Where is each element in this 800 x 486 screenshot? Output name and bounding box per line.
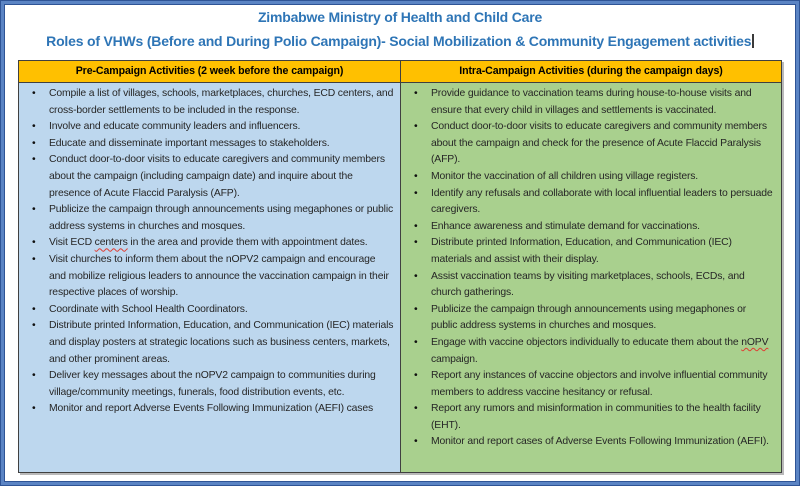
list-item: • Coordinate with School Health Coordinators. [21,302,394,319]
list-item: • Conduct door-to-door visits to educate caregivers and community members about the campaign and check for the presence of Acute Flaccid Paralysis (AFP). [403,119,775,169]
list-item: • Monitor and report cases of Adverse Events Following Immunization (AEFI). [403,434,775,451]
list-item: • Involve and educate community leaders and influencers. [21,119,394,136]
text-cursor [752,34,754,48]
list-item: • Visit ECD centers in the area and provide them with appointment dates. [21,235,394,252]
pre-campaign-header: Pre-Campaign Activities (2 week before the campaign) [19,61,400,83]
pre-campaign-list [21,86,394,418]
list-item: • Distribute printed Information, Education, and Communication (IEC) materials and assist with their display. [403,235,775,268]
list-item: • Provide guidance to vaccination teams during house-to-house visits and ensure that every child in villages and settlements is vaccinated. [403,86,775,119]
list-item: • Publicize the campaign through announcements using megaphones or public address systems in churches and mosques. [403,302,775,335]
doc-title-line1: Zimbabwe Ministry of Health and Child Care [257,9,543,25]
intra-campaign-list [403,86,775,451]
list-item: • Conduct door-to-door visits to educate caregivers and community members about the campaign (including campaign date) and inquire about the presence of Acute Flaccid Paralysis (AFP). [21,152,394,202]
list-item: • Monitor and report Adverse Events Following Immunization (AEFI) cases [21,401,394,418]
intra-campaign-cell[interactable] [400,83,781,472]
doc-title-line2: Roles of VHWs (Before and During Polio Campaign)- Social Mobilization & Community Engagement activities [46,33,752,49]
list-item: • Compile a list of villages, schools, marketplaces, churches, ECD centers, and cross-border settlements to be included in the response. [21,86,394,119]
list-item: • Deliver key messages about the nOPV2 campaign to communities during village/community meetings, funerals, food distribution events, etc. [21,368,394,401]
misspelled-word: nOPV [741,336,769,348]
doc-title-line2-row [18,33,782,50]
list-item: • Visit churches to inform them about the nOPV2 campaign and encourage and mobilize religious leaders to announce the vaccination campaign in their respective places of worship. [21,252,394,302]
misspelled-word: centers [94,237,128,249]
list-item: • Report any rumors and misinformation in communities to the health facility (EHT). [403,401,775,434]
list-item: • Monitor the vaccination of all children using village registers. [403,169,775,186]
activities-table [18,60,782,473]
list-item: • Report any instances of vaccine objectors and involve influential community members to address vaccine hesitancy or refusal. [403,368,775,401]
list-item: • Engage with vaccine objectors individually to educate them about the nOPV campaign. [403,335,775,368]
list-item: • Assist vaccination teams by visiting marketplaces, schools, ECDs, and church gatherings. [403,269,775,302]
list-item: • Distribute printed Information, Education, and Communication (IEC) materials and display posters at strategic locations such as business centers, markets, and other prominent areas. [21,318,394,368]
pre-campaign-cell[interactable] [19,83,400,472]
list-item: • Educate and disseminate important messages to stakeholders. [21,136,394,153]
list-item: • Publicize the campaign through announcements using megaphones or public address systems in churches and mosques. [21,202,394,235]
list-item: • Enhance awareness and stimulate demand for vaccinations. [403,219,775,236]
intra-campaign-header: Intra-Campaign Activities (during the campaign days) [400,61,781,83]
list-item: • Identify any refusals and collaborate with local influential leaders to persuade caregivers. [403,186,775,219]
